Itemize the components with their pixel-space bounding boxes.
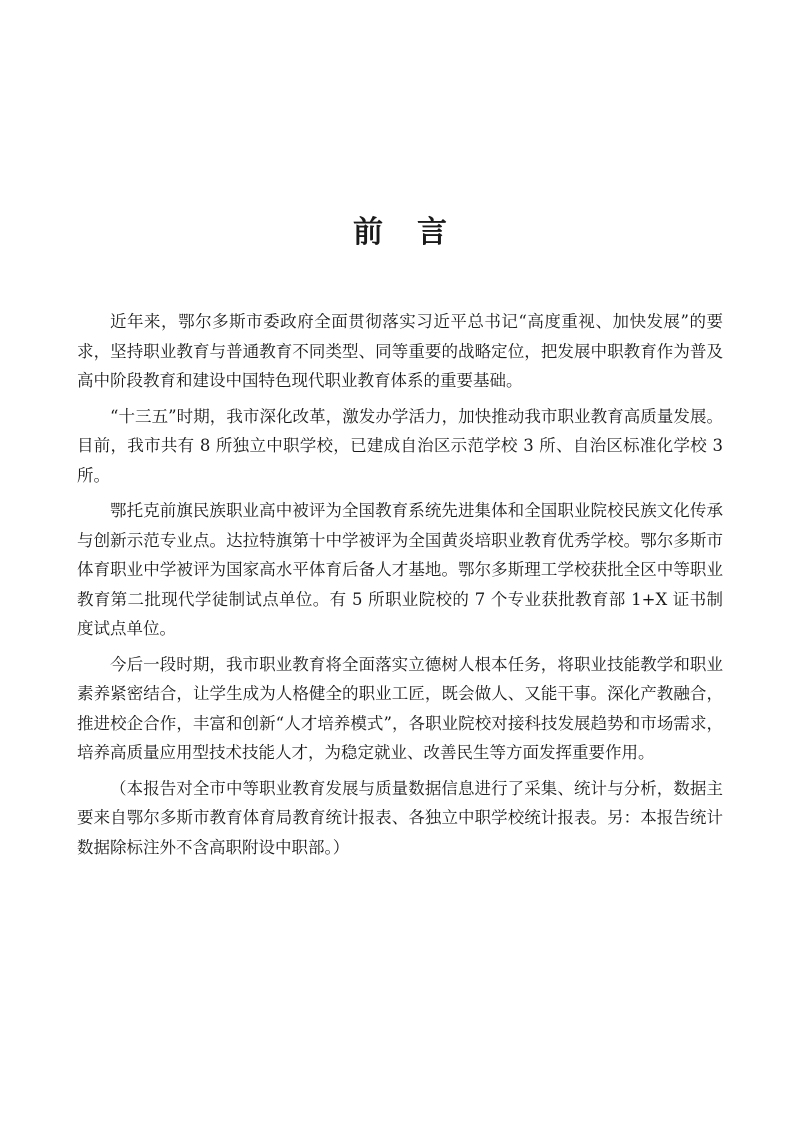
paragraph-3: 鄂托克前旗民族职业高中被评为全国教育系统先进集体和全国职业院校民族文化传承与创新示范专业点。达拉特旗第十中学被评为全国黄炎培职业教育优秀学校。鄂尔多斯市体育职业中学被评为国家高水平体育后备人才基地。鄂尔多斯理工学校获批全区中等职业教育第二批现代学徒制试点单位。有 5 所职业院校的 7 个专业获批教育部 1+X 证书制度试点单位。 — [77, 501, 723, 638]
title-char-2: 言 — [417, 215, 447, 250]
title-char-1: 前 — [353, 215, 383, 250]
page-title — [0, 207, 800, 251]
paragraph-4: 今后一段时期，我市职业教育将全面落实立德树人根本任务，将职业技能教学和职业素养紧密结合，让学生成为人格健全的职业工匠，既会做人、又能干事。深化产教融合，推进校企合作，丰富和创新“人才培养模式”，各职业院校对接科技发展趋势和市场需求，培养高质量应用型技术技能人才，为稳定就业、改善民生等方面发挥重要作用。 — [77, 654, 723, 762]
paragraph-2: “十三五”时期，我市深化改革，激发办学活力，加快推动我市职业教育高质量发展。目前，我市共有 8 所独立中职学校，已建成自治区示范学校 3 所、自治区标准化学校 3 所。 — [77, 406, 723, 485]
paragraph-1: 近年来，鄂尔多斯市委政府全面贯彻落实习近平总书记“高度重视、加快发展”的要求，坚持职业教育与普通教育不同类型、同等重要的战略定位，把发展中职教育作为普及高中阶段教育和建设中国特色现代职业教育体系的重要基础。 — [77, 312, 723, 390]
preface-body — [77, 307, 723, 862]
report-note: （本报告对全市中等职业教育发展与质量数据信息进行了采集、统计与分析，数据主要来自鄂尔多斯市教育体育局教育统计报表、各独立中职学校统计报表。另：本报告统计数据除标注外不含高职附设中职部。） — [77, 778, 723, 857]
